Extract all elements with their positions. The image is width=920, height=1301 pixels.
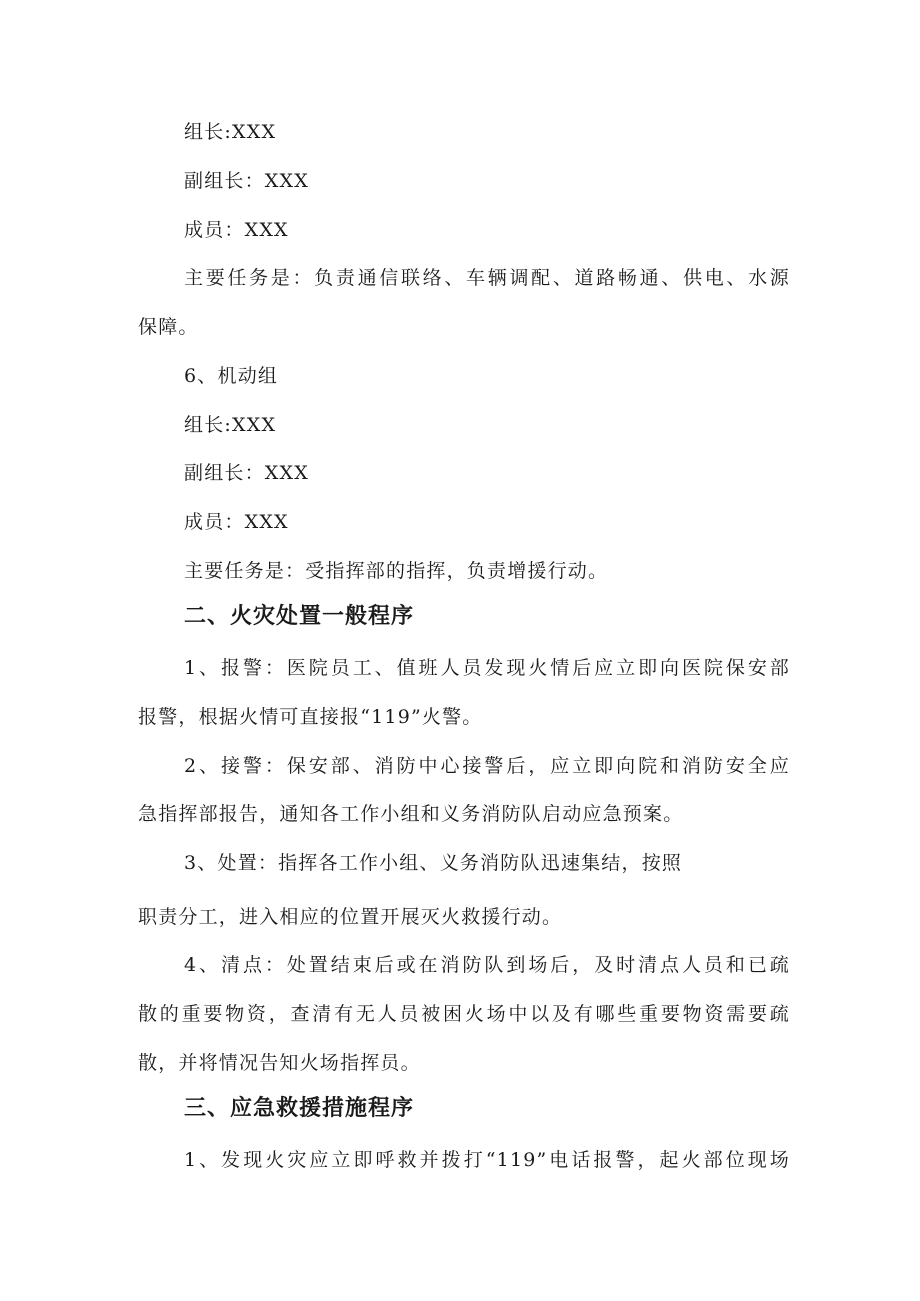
main-task-line-1-cont: 保障。 <box>138 316 199 338</box>
step-count-line-2: 散的重要物资，查清有无人员被困火场中以及有哪些重要物资需要疏 <box>138 1003 790 1025</box>
members-line-2: 成员：XXX <box>184 511 289 533</box>
heading-fire-procedure: 二、火灾处置一般程序 <box>184 604 415 629</box>
main-task-line-1: 主要任务是：负责通信联络、车辆调配、道路畅通、供电、水源 <box>184 267 790 289</box>
step-count-line-3: 散，并将情况告知火场指挥员。 <box>138 1052 421 1074</box>
step-receive-line-1: 2、接警：保安部、消防中心接警后，应立即向院和消防安全应 <box>184 755 790 777</box>
step-handle-line-2: 职责分工，进入相应的位置开展灭火救援行动。 <box>138 906 563 928</box>
leader-line-2: 组长:XXX <box>184 414 277 436</box>
deputy-leader-line-1: 副组长：XXX <box>184 170 309 192</box>
section-mobile-group: 6、机动组 <box>184 365 279 387</box>
rescue-step-1-line-1: 1、发现火灾应立即呼救并拨打“119”电话报警，起火部位现场 <box>184 1149 790 1171</box>
step-handle-line-1: 3、处置：指挥各工作小组、义务消防队迅速集结，按照 <box>184 852 683 874</box>
leader-line-1: 组长:XXX <box>184 121 277 143</box>
step-alarm-line-1: 1、报警：医院员工、值班人员发现火情后应立即向医院保安部 <box>184 657 790 679</box>
heading-rescue-procedure: 三、应急救援措施程序 <box>184 1096 415 1121</box>
members-line-1: 成员：XXX <box>184 219 289 241</box>
deputy-leader-line-2: 副组长：XXX <box>184 462 309 484</box>
step-receive-line-2: 急指挥部报告，通知各工作小组和义务消防队启动应急预案。 <box>138 803 684 825</box>
main-task-line-2: 主要任务是：受指挥部的指挥，负责增援行动。 <box>184 560 609 582</box>
step-alarm-line-2: 报警，根据火情可直接报“119”火警。 <box>138 706 483 728</box>
step-count-line-1: 4、清点：处置结束后或在消防队到场后，及时清点人员和已疏 <box>184 954 790 976</box>
